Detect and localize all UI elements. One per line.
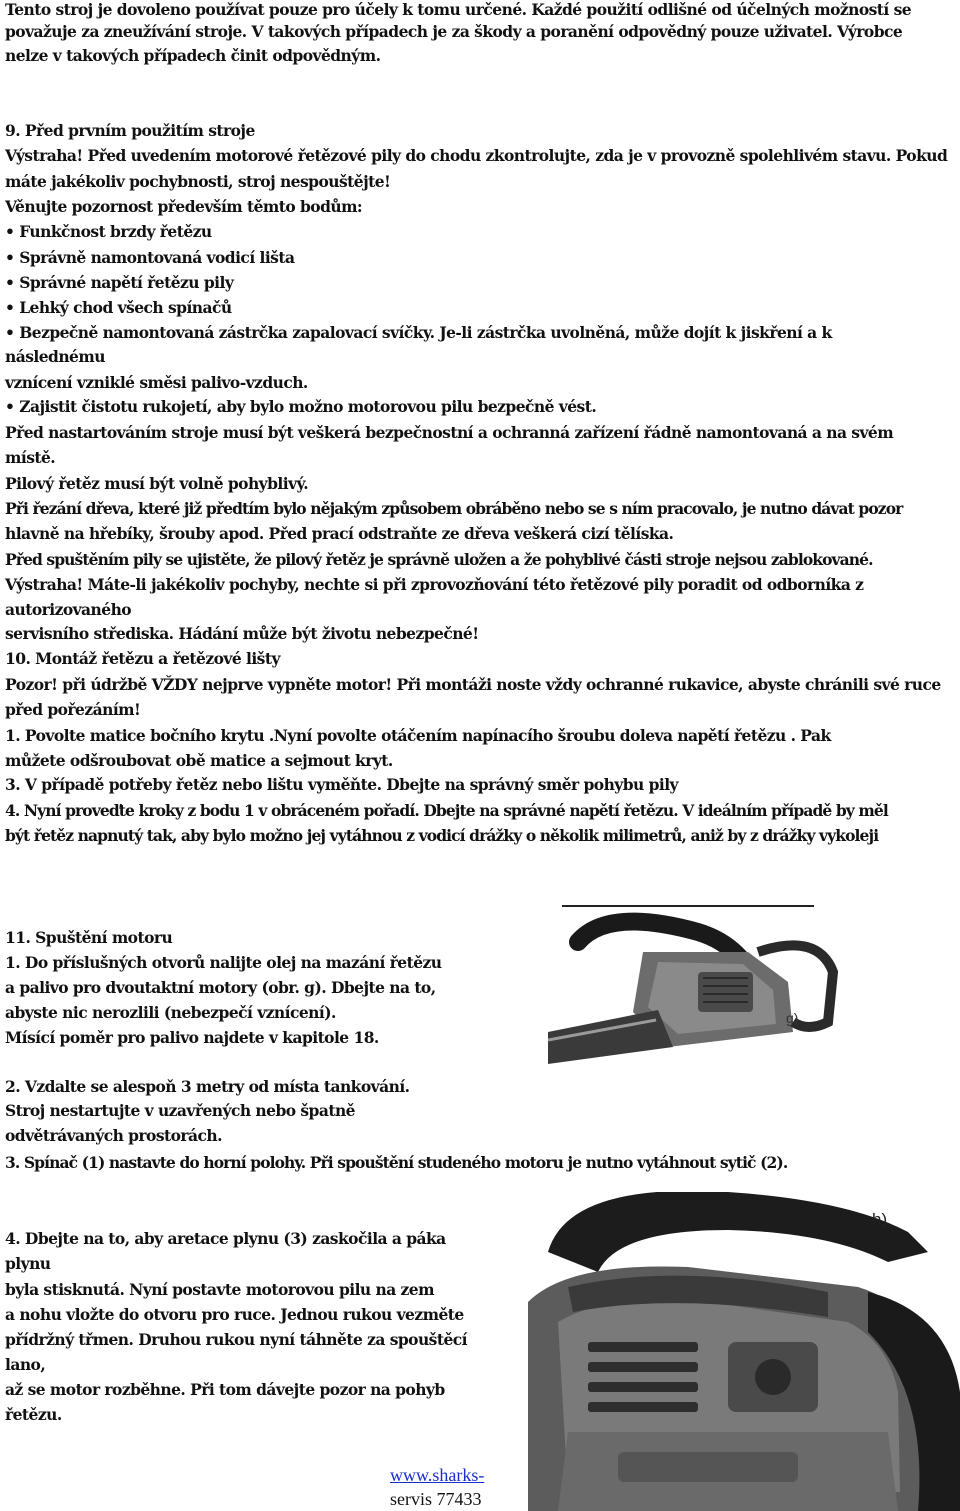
text-line: Při řezání dřeva, které již předtím bylo nějakým způsobem obráběno nebo se s ním pracovalo, je nutno dávat pozor xyxy=(5,499,903,518)
text-line: Stroj nestartujte v uzavřených nebo špatně xyxy=(5,1101,355,1120)
text-line: autorizovaného xyxy=(5,600,132,619)
text-line: považuje za zneužívání stroje. V takových případech je za škody a poranění odpovědný pouze uživatel. Výrobce xyxy=(5,22,903,41)
text-line: nelze v takových případech činit odpovědným. xyxy=(5,46,381,65)
text-line: Pilový řetěz musí být volně pohyblivý. xyxy=(5,474,309,493)
chainsaw-photo-g xyxy=(548,912,848,1064)
text-line: servisního střediska. Hádání může být životu nebezpečné! xyxy=(5,624,479,643)
text-line: • Bezpečně namontovaná zástrčka zapalovací svíčky. Je-li zástrčka uvolněná, může dojít k jiskření a k xyxy=(5,323,832,342)
text-line: abyste nic nerozlili (nebezpečí vznícení). xyxy=(5,1003,336,1022)
text-line: 9. Před prvním použitím stroje xyxy=(5,121,255,140)
text-line: Před spuštěním pily se ujistěte, že pilový řetěz je správně uložen a že pohyblivé části stroje nejsou zablokované. xyxy=(5,550,873,569)
text-line: plynu xyxy=(5,1254,51,1273)
text-line: Tento stroj je dovoleno používat pouze pro účely k tomu určené. Každé použití odlišné od účelných možností se xyxy=(5,0,912,19)
text-line: 10. Montáž řetězu a řetězové lišty xyxy=(5,649,280,668)
text-line: • Funkčnost brzdy řetězu xyxy=(5,222,212,241)
footer-link[interactable] xyxy=(390,1465,484,1486)
footer-text: servis 77433 xyxy=(390,1489,482,1509)
text-line: 1. Povolte matice bočního krytu .Nyní povolte otáčením napínacího šroubu doleva napětí řetězu . Pak xyxy=(5,726,831,745)
text-line: můžete odšroubovat obě matice a sejmout kryt. xyxy=(5,751,393,770)
figure-label-h: h) xyxy=(872,1210,888,1229)
text-line: 1. Do příslušných otvorů nalijte olej na mazání řetězu xyxy=(5,953,442,972)
text-line: místě. xyxy=(5,448,56,467)
text-line: Věnujte pozornost především těmto bodům: xyxy=(5,197,363,216)
text-line: Pozor! při údržbě VŽDY nejprve vypněte motor! Při montáži noste vždy ochranné rukavice, abyste chránili své ruce xyxy=(5,675,941,694)
text-line: Výstraha! Před uvedením motorové řetězové pily do chodu zkontrolujte, zda je v provozně spolehlivém stavu. Pokud xyxy=(5,146,948,165)
text-line: následnému xyxy=(5,347,105,366)
text-line: • Zajistit čistotu rukojetí, aby bylo možno motorovou pilu bezpečně vést. xyxy=(5,397,597,416)
text-line: 2. Vzdalte se alespoň 3 metry od místa tankování. xyxy=(5,1077,410,1096)
text-line: 4. Dbejte na to, aby aretace plynu (3) zaskočila a páka xyxy=(5,1229,446,1248)
text-line: 3. V případě potřeby řetěz nebo lištu vyměňte. Dbejte na správný směr pohybu pily xyxy=(5,775,679,794)
website-link[interactable]: www.sharks- xyxy=(390,1465,485,1485)
text-line: • Lehký chod všech spínačů xyxy=(5,298,232,317)
text-line: 3. Spínač (1) nastavte do horní polohy. Při spouštění studeného motoru je nutno vytáhnout sytič (2). xyxy=(5,1153,788,1172)
text-line: vznícení vzniklé směsi palivo-vzduch. xyxy=(5,373,308,392)
text-line: před pořezáním! xyxy=(5,700,141,719)
text-line: byla stisknutá. Nyní postavte motorovou pilu na zem xyxy=(5,1280,434,1299)
divider-line xyxy=(562,905,814,907)
figure-label-g: g) xyxy=(786,1010,799,1026)
text-line: lano, xyxy=(5,1355,46,1374)
chainsaw-photo-h xyxy=(528,1192,960,1511)
text-line: Mísící poměr pro palivo najdete v kapitole 18. xyxy=(5,1028,379,1047)
text-line: • Správné napětí řetězu pily xyxy=(5,273,234,292)
text-line: odvětrávaných prostorách. xyxy=(5,1126,222,1145)
text-line: • Správně namontovaná vodicí lišta xyxy=(5,248,295,267)
text-line: řetězu. xyxy=(5,1405,62,1424)
text-line: máte jakékoliv pochybnosti, stroj nespouštějte! xyxy=(5,172,391,191)
text-line: a nohu vložte do otvoru pro ruce. Jednou rukou vezměte xyxy=(5,1305,464,1324)
text-line: 4. Nyní proveďte kroky z bodu 1 v obráceném pořadí. Dbejte na správné napětí řetězu. V ideálním případě by měl xyxy=(5,801,888,820)
text-line: hlavně na hřebíky, šrouby apod. Před prací odstraňte ze dřeva veškerá cizí tělíska. xyxy=(5,524,674,543)
text-line: Výstraha! Máte-li jakékoliv pochyby, nechte si při zprovozňování této řetězové pily poradit od odborníka z xyxy=(5,575,864,594)
text-line: přídržný třmen. Druhou rukou nyní táhněte za spouštěcí xyxy=(5,1330,467,1349)
text-line: 11. Spuštění motoru xyxy=(5,928,173,947)
text-line: být řetěz napnutý tak, aby bylo možno jej vytáhnou z vodicí drážky o několik milimetrů, aniž by z drážky vykoleji xyxy=(5,826,879,845)
text-line: a palivo pro dvoutaktní motory (obr. g). Dbejte na to, xyxy=(5,978,436,997)
text-line: Před nastartováním stroje musí být veškerá bezpečnostní a ochranná zařízení řádně namontovaná a na svém xyxy=(5,423,894,442)
text-line: až se motor rozběhne. Při tom dávejte pozor na pohyb xyxy=(5,1380,445,1399)
